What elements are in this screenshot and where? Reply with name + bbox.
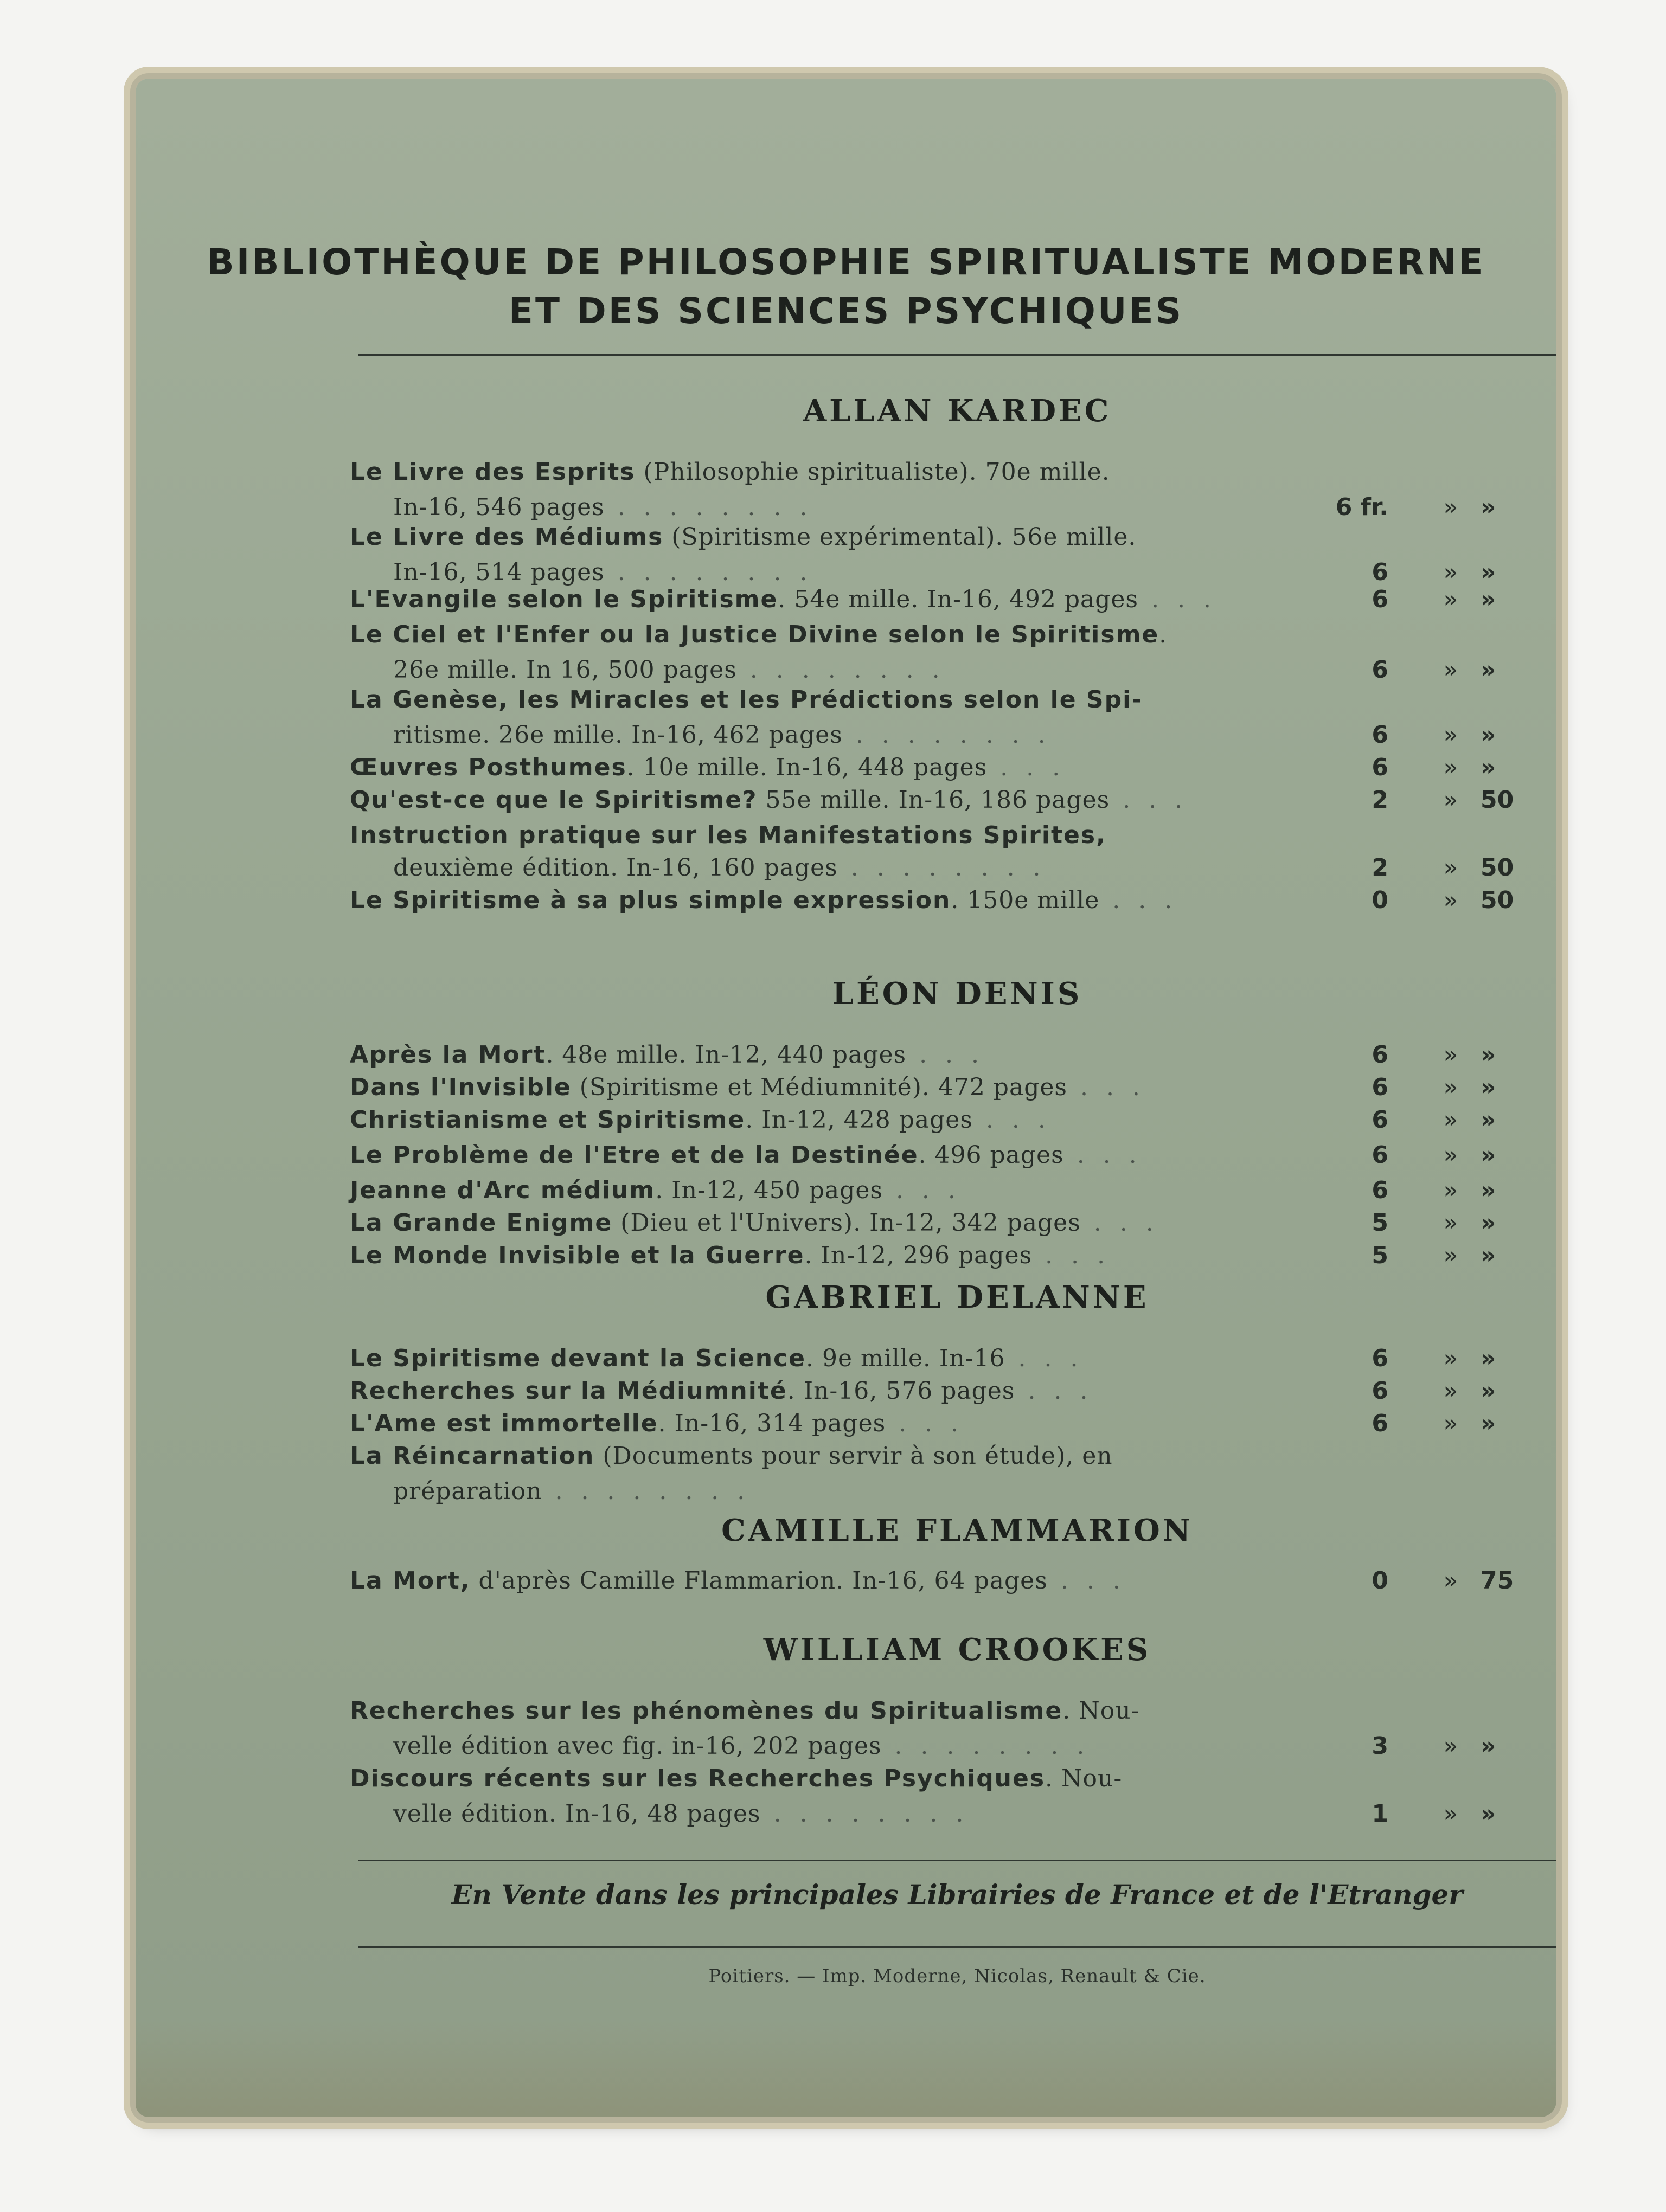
book-details: 55e mille. In-16, 186 pages — [757, 786, 1110, 814]
book-entry-line — [350, 586, 1272, 613]
book-entry-line — [350, 523, 1272, 551]
price-separator: » — [1443, 656, 1458, 684]
price — [1296, 1073, 1578, 1103]
price-centimes: » — [1481, 558, 1496, 586]
book-entry-line — [350, 1567, 1272, 1594]
leader-dots: . . . — [1005, 1345, 1084, 1372]
book-details: . 496 pages — [918, 1141, 1064, 1169]
book-entry-line — [350, 1176, 1272, 1204]
price-separator: » — [1443, 1176, 1458, 1204]
price-francs: 2 — [1372, 854, 1388, 882]
book-entry-continuation — [393, 656, 1315, 684]
price-centimes: » — [1481, 1345, 1496, 1372]
price-francs: 6 — [1372, 1410, 1388, 1437]
price-francs: 6 — [1372, 1106, 1388, 1134]
book-details: . 150e mille — [951, 886, 1100, 914]
price-separator: » — [1443, 1209, 1458, 1237]
leader-dots: . . . . . . . . — [842, 721, 1051, 749]
price-francs: 6 — [1372, 656, 1388, 684]
price-separator: » — [1443, 786, 1458, 814]
book-title: Le Ciel et l'Enfer ou la Justice Divine selon le Spiritisme — [350, 621, 1159, 648]
book-title: L'Evangile selon le Spiritisme — [350, 586, 778, 613]
price-francs: 3 — [1372, 1732, 1388, 1760]
price-francs: 0 — [1372, 886, 1388, 914]
price-centimes: » — [1481, 1073, 1496, 1101]
price-separator: » — [1443, 1141, 1458, 1169]
book-details: d'après Camille Flammarion. In-16, 64 pages — [470, 1567, 1048, 1594]
book-entry-line — [350, 686, 1272, 713]
price-centimes: » — [1481, 1410, 1496, 1437]
price — [1296, 721, 1578, 750]
author-heading: LÉON DENIS — [832, 976, 1082, 1012]
price-francs: 6 — [1372, 1141, 1388, 1169]
book-entry-continuation — [393, 493, 1315, 521]
book-details: . In-16, 576 pages — [787, 1377, 1015, 1405]
book-entry-continuation — [393, 1800, 1315, 1828]
book-details-continued: deuxième édition. In-16, 160 pages — [393, 854, 838, 882]
book-details-continued: velle édition avec fig. in-16, 202 pages — [393, 1732, 882, 1760]
price — [1296, 786, 1578, 815]
price-francs: 2 — [1372, 786, 1388, 814]
book-title: Le Livre des Esprits — [350, 458, 636, 486]
price-centimes: 50 — [1481, 854, 1514, 882]
book-title: Discours récents sur les Recherches Psychiques — [350, 1765, 1046, 1792]
price-separator: » — [1443, 493, 1458, 521]
book-entry-line — [350, 1141, 1272, 1169]
book-details: . In-12, 428 pages — [745, 1106, 973, 1134]
price-francs: 6 — [1372, 1073, 1388, 1101]
price-separator: » — [1443, 1073, 1458, 1101]
book-entry-line — [350, 786, 1272, 814]
book-entry-continuation — [393, 721, 1315, 749]
series-title-line-2: ET DES SCIENCES PSYCHIQUES — [508, 290, 1184, 332]
price-separator: » — [1443, 1106, 1458, 1134]
book-details: . Nou- — [1062, 1697, 1140, 1725]
book-details: . In-16, 314 pages — [658, 1410, 886, 1437]
book-details: (Spiritisme expérimental). 56e mille. — [663, 523, 1137, 551]
book-title: La Grande Enigme — [350, 1209, 613, 1237]
book-title: La Mort, — [350, 1567, 471, 1594]
price-centimes: 75 — [1481, 1567, 1514, 1594]
price-francs: 6 — [1372, 586, 1388, 613]
author-heading: CAMILLE FLAMMARION — [721, 1513, 1193, 1548]
price-centimes: » — [1481, 1732, 1496, 1760]
price — [1296, 1106, 1578, 1135]
book-title: La Genèse, les Miracles et les Prédictions selon le Spi- — [350, 686, 1143, 713]
price-francs: 5 — [1372, 1209, 1388, 1237]
price — [1296, 493, 1578, 523]
price-centimes: » — [1481, 1209, 1496, 1237]
price-francs: 6 — [1372, 1176, 1388, 1204]
price — [1296, 1176, 1578, 1206]
leader-dots: . . . . . . . . — [604, 493, 813, 521]
price-centimes: » — [1481, 754, 1496, 781]
book-entry-line — [350, 1442, 1272, 1470]
book-title: Œuvres Posthumes — [350, 754, 627, 781]
book-entry-line — [350, 821, 1272, 849]
price-centimes: » — [1481, 1242, 1496, 1269]
price-francs: 6 — [1372, 754, 1388, 781]
leader-dots: . . . — [1110, 786, 1188, 814]
price — [1296, 854, 1578, 883]
book-entry-line — [350, 1209, 1272, 1237]
book-title: La Réincarnation — [350, 1442, 595, 1470]
book-entry-continuation — [393, 558, 1315, 586]
book-title: Le Spiritisme devant la Science — [350, 1345, 806, 1372]
leader-dots: . . . — [972, 1106, 1051, 1134]
book-details-continued: In-16, 514 pages — [393, 558, 605, 586]
price-separator: » — [1443, 558, 1458, 586]
price-separator: » — [1443, 854, 1458, 882]
book-back-cover — [136, 79, 1556, 2117]
price — [1296, 656, 1578, 685]
book-entry-line — [350, 1377, 1272, 1405]
price-centimes: » — [1481, 721, 1496, 749]
book-details: . 10e mille. In-16, 448 pages — [626, 754, 988, 781]
author-heading: ALLAN KARDEC — [803, 393, 1112, 429]
price — [1296, 1041, 1578, 1070]
book-details-continued: préparation — [393, 1477, 542, 1505]
price-centimes: » — [1481, 1141, 1496, 1169]
leader-dots: . . . — [1080, 1209, 1159, 1237]
book-title: Le Spiritisme à sa plus simple expression — [350, 886, 951, 914]
price — [1296, 1141, 1578, 1171]
book-entry-line — [350, 1106, 1272, 1134]
price — [1296, 1209, 1578, 1238]
book-entry-line — [350, 458, 1272, 486]
price-centimes: » — [1481, 1377, 1496, 1405]
price-francs: 6 — [1372, 1345, 1388, 1372]
book-entry-line — [350, 1765, 1272, 1792]
leader-dots: . . . — [906, 1041, 984, 1069]
book-details-continued: 26e mille. In 16, 500 pages — [393, 656, 737, 684]
book-details: (Dieu et l'Univers). In-12, 342 pages — [612, 1209, 1081, 1237]
price-separator: » — [1443, 1800, 1458, 1828]
price-separator: » — [1443, 1410, 1458, 1437]
catalogue-page — [136, 79, 1556, 2117]
price-francs: 5 — [1372, 1242, 1388, 1269]
price-centimes: » — [1481, 1106, 1496, 1134]
book-details-continued: In-16, 546 pages — [393, 493, 605, 521]
leader-dots: . . . . . . . . — [881, 1732, 1090, 1760]
book-entry-line — [350, 1073, 1272, 1101]
book-entry-line — [350, 1345, 1272, 1372]
price — [1296, 1477, 1578, 1507]
leader-dots: . . . — [1015, 1377, 1093, 1405]
book-title: Recherches sur la Médiumnité — [350, 1377, 787, 1405]
leader-dots: . . . — [987, 754, 1066, 781]
price-francs: 1 — [1372, 1800, 1388, 1828]
book-title: Jeanne d'Arc médium — [350, 1176, 656, 1204]
book-details: . In-12, 450 pages — [655, 1176, 883, 1204]
book-details-continued: ritisme. 26e mille. In-16, 462 pages — [393, 721, 843, 749]
leader-dots: . . . . . . . . — [837, 854, 1046, 882]
price-separator: » — [1443, 1345, 1458, 1372]
price-centimes: » — [1481, 1041, 1496, 1069]
printer-imprint: Poitiers. — Imp. Moderne, Nicolas, Renault & Cie. — [708, 1965, 1206, 1987]
book-entry-line — [350, 1697, 1272, 1725]
sales-notice: En Vente dans les principales Librairies de France et de l'Etranger — [451, 1879, 1463, 1911]
price — [1296, 1242, 1578, 1271]
price-francs: 6 — [1372, 558, 1388, 586]
price — [1296, 558, 1578, 588]
price — [1296, 1567, 1578, 1596]
book-details: . In-12, 296 pages — [804, 1242, 1033, 1269]
author-heading: GABRIEL DELANNE — [765, 1279, 1149, 1315]
price — [1296, 586, 1578, 615]
price-centimes: 50 — [1481, 786, 1514, 814]
price-centimes: » — [1481, 1176, 1496, 1204]
leader-dots: . . . — [1063, 1141, 1142, 1169]
leader-dots: . . . — [1032, 1242, 1111, 1269]
leader-dots: . . . — [1067, 1073, 1145, 1101]
book-details-continued: velle édition. In-16, 48 pages — [393, 1800, 761, 1828]
book-entry-continuation — [393, 854, 1315, 882]
price — [1296, 1377, 1578, 1406]
price-francs: 6 — [1372, 1377, 1388, 1405]
book-title: Le Livre des Médiums — [350, 523, 664, 551]
book-title: Le Monde Invisible et la Guerre — [350, 1242, 805, 1269]
price-centimes: » — [1481, 493, 1496, 521]
top-divider — [358, 354, 1556, 356]
leader-dots: . . . . . . . . — [736, 656, 945, 684]
price-separator: » — [1443, 1242, 1458, 1269]
book-title: Le Problème de l'Etre et de la Destinée — [350, 1141, 919, 1169]
book-title: Christianisme et Spiritisme — [350, 1106, 746, 1134]
price-centimes: » — [1481, 586, 1496, 613]
price — [1296, 886, 1578, 916]
book-details: . 54e mille. In-16, 492 pages — [778, 586, 1138, 613]
price-centimes: » — [1481, 656, 1496, 684]
book-entry-continuation — [393, 1732, 1315, 1760]
leader-dots: . . . — [1138, 586, 1216, 613]
price-francs: 0 — [1372, 1567, 1388, 1594]
book-title: L'Ame est immortelle — [350, 1410, 658, 1437]
book-details: (Philosophie spiritualiste). 70e mille. — [635, 458, 1110, 486]
book-details: . 9e mille. In-16 — [805, 1345, 1005, 1372]
price-separator: » — [1443, 1377, 1458, 1405]
price-separator: » — [1443, 754, 1458, 781]
series-title-line-1: BIBLIOTHÈQUE DE PHILOSOPHIE SPIRITUALISTE MODERNE — [207, 241, 1485, 283]
leader-dots: . . . . . . . . — [760, 1800, 969, 1828]
leader-dots: . . . — [886, 1410, 964, 1437]
book-entry-line — [350, 621, 1272, 648]
book-entry-line — [350, 1410, 1272, 1437]
price-francs: 6 — [1372, 1041, 1388, 1069]
book-details: (Spiritisme et Médiumnité). 472 pages — [571, 1073, 1067, 1101]
price — [1296, 754, 1578, 783]
price-separator: » — [1443, 1041, 1458, 1069]
price — [1296, 1345, 1578, 1374]
book-details: (Documents pour servir à son étude), en — [594, 1442, 1113, 1470]
leader-dots: . . . . . . . . — [604, 558, 813, 586]
leader-dots: . . . — [1047, 1567, 1126, 1594]
price-centimes: » — [1481, 1800, 1496, 1828]
leader-dots: . . . — [882, 1176, 961, 1204]
price-separator: » — [1443, 1732, 1458, 1760]
book-details: . 48e mille. In-12, 440 pages — [546, 1041, 907, 1069]
book-title: Après la Mort — [350, 1041, 546, 1069]
leader-dots: . . . . . . . . — [542, 1477, 751, 1505]
book-title: Instruction pratique sur les Manifestations Spirites, — [350, 821, 1106, 849]
book-entry-line — [350, 754, 1272, 781]
bottom-divider — [358, 1860, 1556, 1861]
book-entry-line — [350, 1242, 1272, 1269]
book-entry-line — [350, 1041, 1272, 1069]
price-separator: » — [1443, 886, 1458, 914]
price-separator: » — [1443, 586, 1458, 613]
book-title: Qu'est-ce que le Spiritisme? — [350, 786, 758, 814]
book-entry-line — [350, 886, 1272, 914]
price-centimes: 50 — [1481, 886, 1514, 914]
book-title: Recherches sur les phénomènes du Spiritualisme — [350, 1697, 1063, 1725]
leader-dots: . . . — [1099, 886, 1178, 914]
book-details: . — [1159, 621, 1168, 648]
price-separator: » — [1443, 721, 1458, 749]
book-details: . Nou- — [1045, 1765, 1123, 1792]
book-title: Dans l'Invisible — [350, 1073, 572, 1101]
price-francs: 6 fr. — [1335, 493, 1388, 521]
price — [1296, 1732, 1578, 1761]
price — [1296, 1800, 1578, 1829]
book-entry-continuation — [393, 1477, 1315, 1505]
price — [1296, 1410, 1578, 1439]
price-francs: 6 — [1372, 721, 1388, 749]
price-separator: » — [1443, 1567, 1458, 1594]
footer-divider — [358, 1946, 1556, 1948]
author-heading: WILLIAM CROOKES — [763, 1632, 1151, 1668]
